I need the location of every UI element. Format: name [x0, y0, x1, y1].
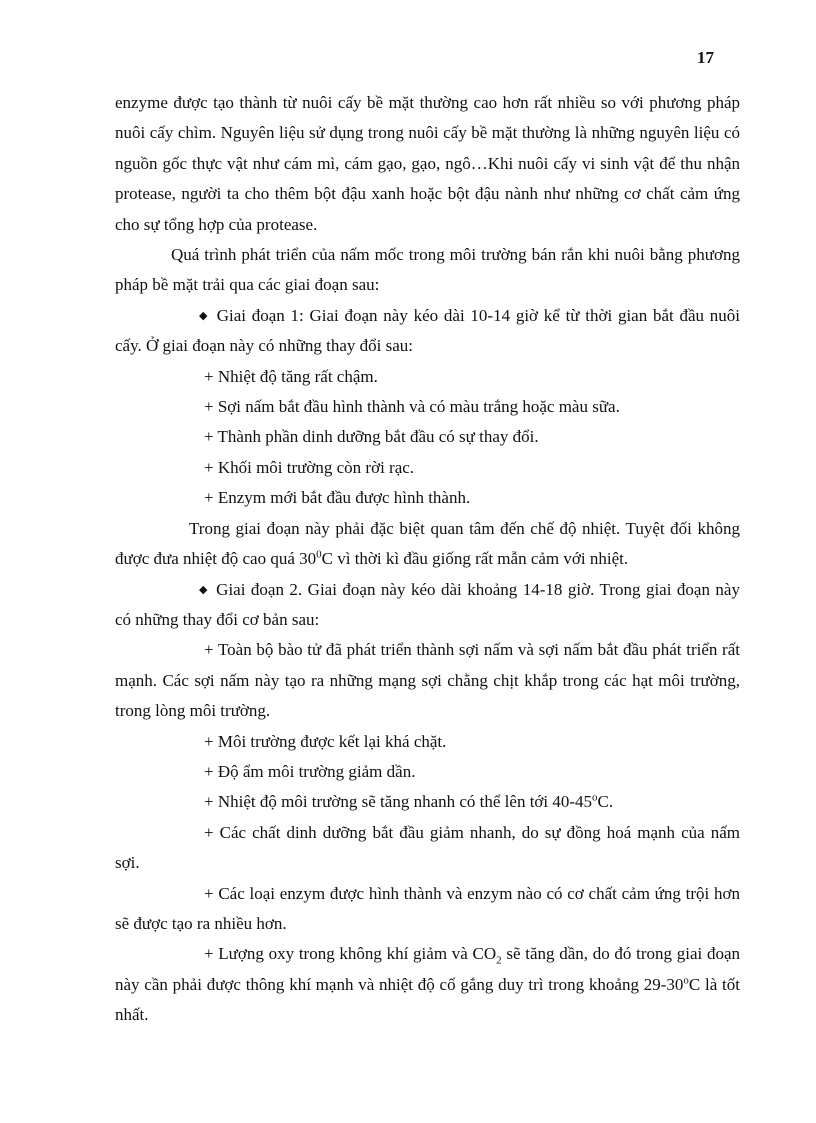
- stage-1-heading: [115, 301, 740, 362]
- stage-1-item: + Nhiệt độ tăng rất chậm.: [204, 366, 378, 386]
- stage-1-item: + Khối môi trường còn rời rạc.: [204, 457, 415, 477]
- stage-1-item: + Thành phần dinh dưỡng bắt đầu có sự thay đổi.: [204, 427, 539, 447]
- stage-2-item: + Môi trường được kết lại khá chặt.: [204, 731, 447, 751]
- stage-2-item: + Độ ẩm môi trường giảm dần.: [204, 761, 416, 781]
- paragraph-temperature-note: Trong giai đoạn này phải đặc biệt quan tâm đến chế độ nhiệt. Tuyệt đối không được đưa nhiệt độ cao quá $30^0C$ vì thời kì đầu giống rất mẫn cảm với nhiệt.: [115, 518, 740, 569]
- paragraph-stages-intro: Quá trình phát triển của nấm mốc trong môi trường bán rắn khi nuôi bằng phương pháp bề mặt trải qua các giai đoạn sau:: [115, 245, 740, 295]
- stage-2-item: + Toàn bộ bào tử đã phát triển thành sợi nấm và sợi nấm bắt đầu phát triển rất mạnh. Các sợi nấm này tạo ra những mạng sợi chằng chịt khắp trong các hạt môi trường, trong lòng môi trường.: [115, 640, 740, 721]
- bullet-diamond-icon: ◆: [199, 309, 209, 322]
- stage-2-item: + Nhiệt độ môi trường sẽ tăng nhanh có thể lên tới 40-45$^o$C.: [204, 791, 614, 812]
- body-text: [115, 88, 740, 1031]
- stage-2-item: + Các chất dinh dưỡng bắt đầu giảm nhanh, do sự đồng hoá mạnh của nấm sợi.: [115, 822, 740, 873]
- stage-2-item: + Các loại enzym được hình thành và enzym nào có cơ chất cảm ứng trội hơn sẽ được tạo ra nhiều hơn.: [115, 883, 740, 933]
- bullet-diamond-icon: ◆: [199, 583, 209, 596]
- stage-1-text: Giai đoạn 1: Giai đoạn này kéo dài 10-14 giờ kể từ thời gian bắt đầu nuôi cấy. Ở giai đoạn này có những thay đổi sau:: [115, 305, 740, 356]
- paragraph-intro: enzyme được tạo thành từ nuôi cấy bề mặt thường cao hơn rất nhiều so với phương pháp nuôi cấy chìm. Nguyên liệu sử dụng trong nuôi cấy bề mặt thường là những nguyên liệu có nguồn gốc thực vật như cám mì, cám gạo, gạo, ngô…Khi nuôi cấy vi sinh vật để thu nhận protease, người ta cho thêm bột đậu xanh hoặc bột đậu nành như những cơ chất cảm ứng cho sự tổng hợp của protease.: [115, 93, 740, 234]
- stage-2-heading: [115, 575, 740, 636]
- stage-1-item: + Enzym mới bắt đầu được hình thành.: [204, 488, 471, 508]
- page-number: 17: [697, 48, 714, 67]
- stage-2-text: Giai đoạn 2. Giai đoạn này kéo dài khoảng 14-18 giờ. Trong giai đoạn này có những thay đổi cơ bản sau:: [115, 579, 740, 629]
- stage-2-item: + Lượng oxy trong không khí giảm và $CO_2$ sẽ tăng dần, do đó trong giai đoạn này cần phải được thông khí mạnh và nhiệt độ cố gắng duy trì trong khoảng 29-30$^o$C là tốt nhất.: [115, 944, 740, 1025]
- stage-1-item: + Sợi nấm bắt đầu hình thành và có màu trắng hoặc màu sữa.: [204, 397, 620, 417]
